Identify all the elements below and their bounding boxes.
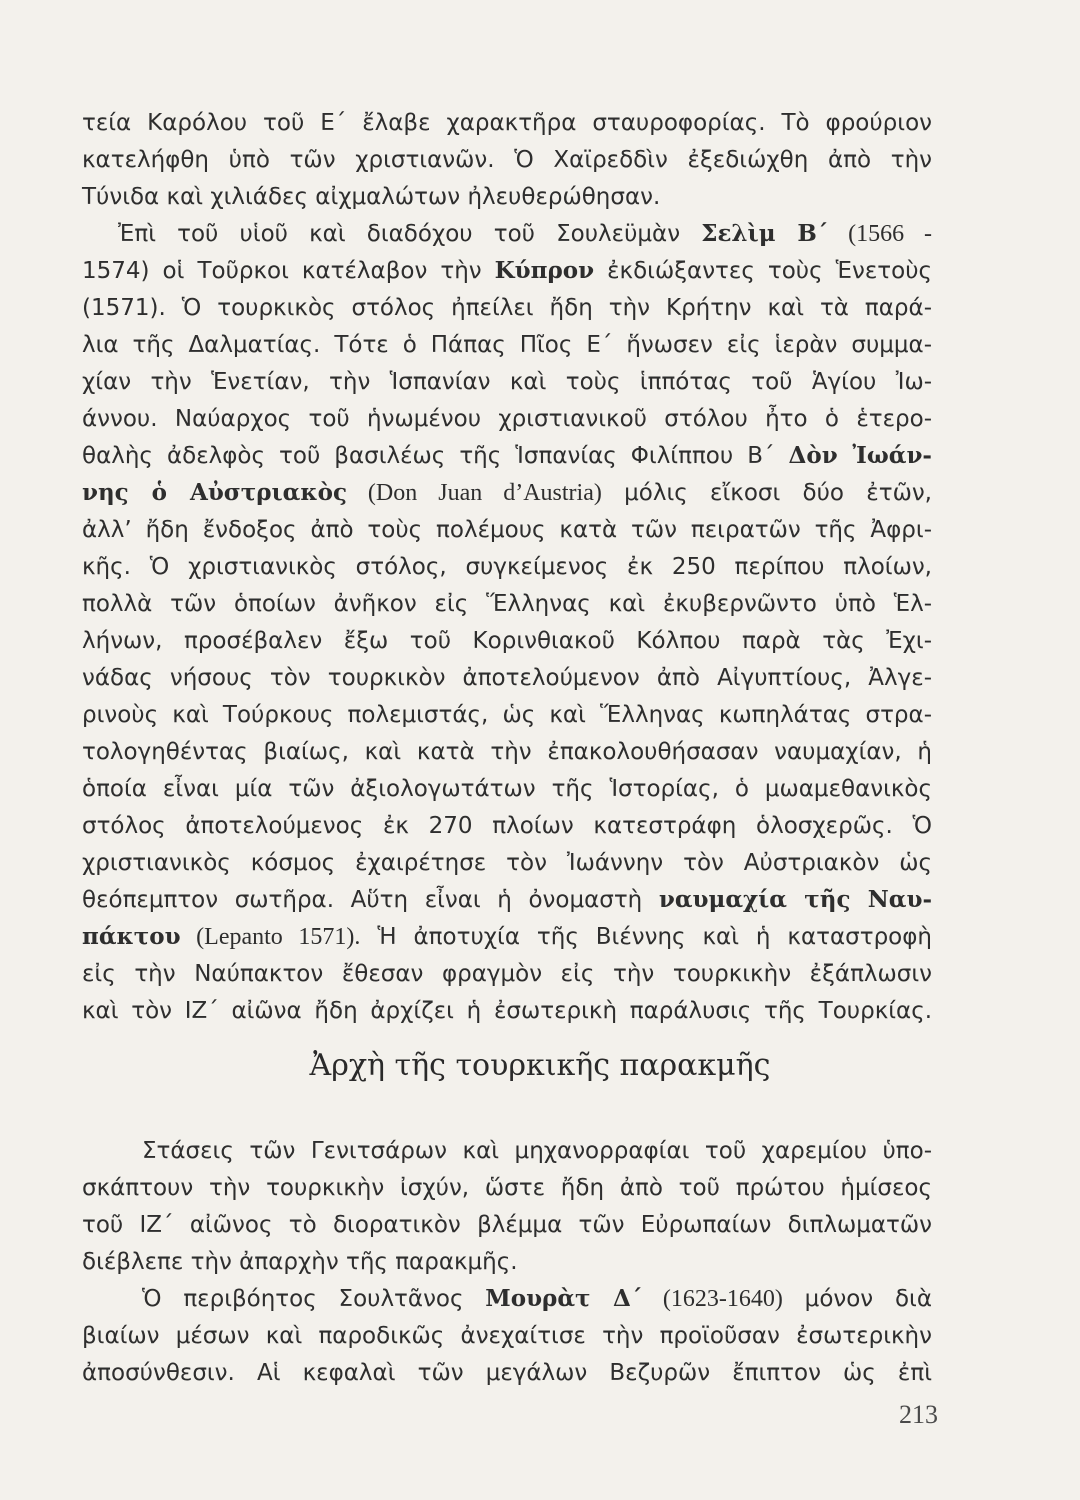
text-line: πολλὰ τῶν ὁποίων ἀνῆκον εἰς Ἕλληνας καὶ ἐκυβερνῶντο ὑπὸ Ἑλ- <box>82 591 932 617</box>
text-line: σκάπτουν τὴν τουρκικὴν ἰσχύν, ὥστε ἤδη ἀπὸ τοῦ πρώτου ἡμίσεος <box>82 1175 932 1201</box>
text-line: καὶ τὸν ΙΖ΄ αἰῶνα ἤδη ἀρχίζει ἡ ἐσωτερικὴ παράλυσις τῆς Τουρκίας. <box>82 998 932 1024</box>
text-line: θεόπεμπτον σωτῆρα. Αὕτη εἶναι ἡ ὀνομαστὴ ναυμαχία τῆς Ναυ- <box>82 886 932 913</box>
text-line: ἀλλ’ ἤδη ἔνδοξος ἀπὸ τοὺς πολέμους κατὰ τῶν πειρατῶν τῆς Ἀφρι- <box>82 517 932 543</box>
text-line: κατελήφθη ὑπὸ τῶν χριστιανῶν. Ὁ Χαϊρεδδὶν ἐξεδιώχθη ἀπὸ τὴν <box>82 147 932 173</box>
text-line: 1574) οἱ Τοῦρκοι κατέλαβον τὴν Κύπρον ἐκδιώξαντες τοὺς Ἑνετοὺς <box>82 257 932 284</box>
text-line: τολογηθέντας βιαίως, καὶ κατὰ τὴν ἐπακολουθήσασαν ναυμαχίαν, ἡ <box>82 739 932 765</box>
text-line: χριστιανικὸς κόσμος ἐχαιρέτησε τὸν Ἰωάννην τὸν Αὐστριακὸν ὡς <box>82 850 932 876</box>
page-number: 213 <box>899 1400 938 1429</box>
text-line: λια τῆς Δαλματίας. Τότε ὁ Πάπας Πῖος Ε΄ ἥνωσεν εἰς ἱερὰν συμμα- <box>82 332 932 358</box>
text-line: εἰς τὴν Ναύπακτον ἔθεσαν φραγμὸν εἰς τὴν τουρκικὴν ἐξάπλωσιν <box>82 961 932 987</box>
text-line: στόλος ἀποτελούμενος ἐκ 270 πλοίων κατεστράφη ὁλοσχερῶς. Ὁ <box>82 813 932 839</box>
bold-name: Σελὶμ Β΄ <box>701 220 829 247</box>
section-heading: Ἀρχὴ τῆς τουρκικῆς παρακμῆς <box>309 1048 771 1083</box>
text-line: τεία Καρόλου τοῦ Ε΄ ἔλαβε χαρακτῆρα σταυροφορίας. Τὸ φρούριον <box>82 110 932 136</box>
text-line: διέβλεπε τὴν ἀπαρχὴν τῆς παρακμῆς. <box>82 1249 518 1275</box>
text-line: Ὁ περιβόητος Σουλτᾶνος Μουρὰτ Δ΄ (1623-1640) μόνον διὰ <box>142 1285 932 1312</box>
bold-name: Δὸν Ἰωάν- <box>788 442 932 469</box>
bold-name: νης ὁ Αὐστριακὸς <box>82 479 347 506</box>
text-line: κῆς. Ὁ χριστιανικὸς στόλος, συγκείμενος ἐκ 250 περίπου πλοίων, <box>82 554 932 580</box>
text-line: πάκτου (Lepanto 1571). Ἡ ἀποτυχία τῆς Βιέννης καὶ ἡ καταστροφὴ <box>82 923 932 950</box>
text-line: Στάσεις τῶν Γενιτσάρων καὶ μηχανορραφίαι τοῦ χαρεμίου ὑπο- <box>142 1138 932 1164</box>
text-line: τοῦ ΙΖ΄ αἰῶνος τὸ διορατικὸν βλέμμα τῶν Εὐρωπαίων διπλωματῶν <box>82 1212 932 1238</box>
text-line: Ἐπὶ τοῦ υἱοῦ καὶ διαδόχου τοῦ Σουλεϋμὰν Σελὶμ Β΄ (1566 - <box>118 220 932 247</box>
text-line: λήνων, προσέβαλεν ἔξω τοῦ Κορινθιακοῦ Κόλπου παρὰ τὰς Ἐχι- <box>82 628 932 654</box>
text-line: ἀποσύνθεσιν. Αἱ κεφαλαὶ τῶν μεγάλων Βεζυρῶν ἔπιπτον ὡς ἐπὶ <box>82 1360 932 1386</box>
text-line: νάδας νήσους τὸν τουρκικὸν ἀποτελούμενον ἀπὸ Αἰγυπτίους, Ἀλγε- <box>82 665 932 691</box>
text-line: βιαίων μέσων καὶ παροδικῶς ἀνεχαίτισε τὴν προϊοῦσαν ἐσωτερικὴν <box>82 1323 932 1349</box>
text-line: νης ὁ Αὐστριακὸς (Don Juan d’Austria) μόλις εἴκοσι δύο ἐτῶν, <box>82 479 932 506</box>
text-line: (1571). Ὁ τουρκικὸς στόλος ἠπείλει ἤδη τὴν Κρήτην καὶ τὰ παρά- <box>82 295 932 321</box>
text-line: θαλὴς ἀδελφὸς τοῦ βασιλέως τῆς Ἱσπανίας Φιλίππου Β΄ Δὸν Ἰωάν- <box>82 442 932 469</box>
bold-name: Κύπρον <box>494 257 595 284</box>
bold-name: Μουρὰτ Δ΄ <box>485 1285 643 1312</box>
text-line: ὁποία εἶναι μία τῶν ἀξιολογωτάτων τῆς Ἱστορίας, ὁ μωαμεθανικὸς <box>82 776 932 802</box>
bold-term: ναυμαχία τῆς Ναυ- <box>658 886 932 913</box>
text-line: Τύνιδα καὶ χιλιάδες αἰχμαλώτων ἠλευθερώθησαν. <box>82 184 661 210</box>
text-line: ρινοὺς καὶ Τούρκους πολεμιστάς, ὡς καὶ Ἕλληνας κωπηλάτας στρα- <box>82 702 932 728</box>
text-line: άννου. Ναύαρχος τοῦ ἡνωμένου χριστιανικοῦ στόλου ἦτο ὁ ἑτερο- <box>82 406 932 432</box>
text-line: χίαν τὴν Ἑνετίαν, τὴν Ἱσπανίαν καὶ τοὺς ἱππότας τοῦ Ἁγίου Ἰω- <box>82 369 932 395</box>
bold-term: πάκτου <box>82 923 181 950</box>
